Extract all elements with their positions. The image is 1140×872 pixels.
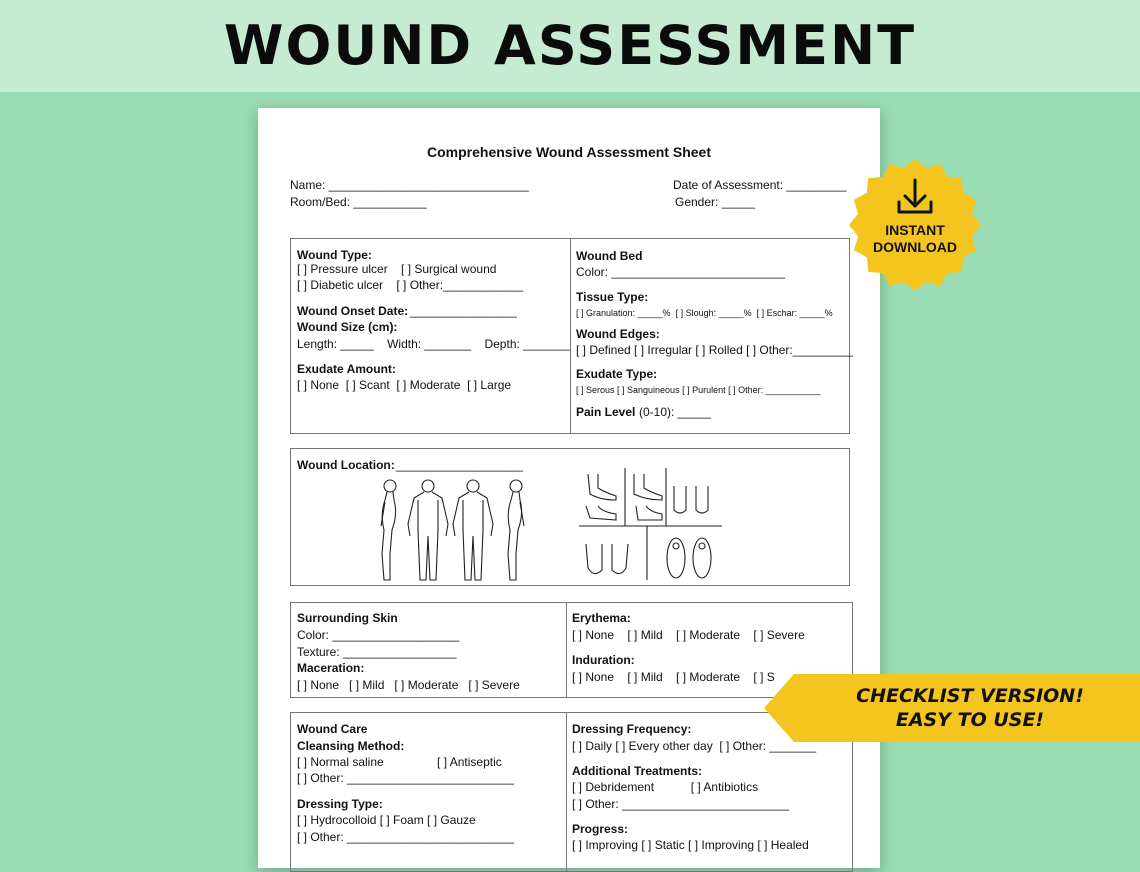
gender-field[interactable]: Gender: _____ [675,195,756,209]
assessment-sheet [258,108,880,868]
tissue-type-options[interactable]: [ ] Granulation: _____% [ ] Slough: _____% [ ] Eschar: _____% [576,308,833,318]
additional-treatments-label: Additional Treatments: [572,764,703,778]
erythema-options[interactable]: [ ] None [ ] Mild [ ] Moderate [ ] Severe [572,628,805,642]
maceration-label: Maceration: [297,661,365,675]
induration-label: Induration: [572,653,635,667]
feet-diagram[interactable] [576,466,726,584]
pain-level-field[interactable]: (0-10): _____ [639,405,712,419]
cleansing-method-label: Cleansing Method: [297,739,405,753]
wound-type-options-1[interactable]: [ ] Pressure ulcer [ ] Surgical wound [297,262,497,276]
pain-level-label: Pain Level [576,405,636,419]
exudate-amount-label: Exudate Amount: [297,362,396,376]
induration-options[interactable]: [ ] None [ ] Mild [ ] Moderate [ ] S [572,670,775,684]
foot-side-views [586,474,662,520]
wound-size-fields[interactable]: Length: _____ Width: _______ Depth: _______ [297,337,570,351]
exudate-type-options[interactable]: [ ] Serous [ ] Sanguineous [ ] Purulent [ ] Other: ___________ [576,385,821,395]
dressing-type-label: Dressing Type: [297,797,383,811]
section-divider [570,238,571,434]
body-side-view-right [508,480,524,580]
foot-front-views [586,544,628,574]
ribbon-text [800,684,1140,732]
progress-options[interactable]: [ ] Improving [ ] Static [ ] Improving [ ] Healed [572,838,809,852]
wound-location-field[interactable]: ___________________ [396,458,523,472]
exudate-type-label: Exudate Type: [576,367,658,381]
name-field[interactable]: Name: ______________________________ [290,178,529,192]
maceration-options[interactable]: [ ] None [ ] Mild [ ] Moderate [ ] Severe [297,678,520,692]
body-front-view [408,480,448,580]
dressing-other-field[interactable]: [ ] Other: _________________________ [297,830,514,844]
wound-type-label: Wound Type: [297,248,372,262]
progress-label: Progress: [572,822,629,836]
additional-treatments-options[interactable]: [ ] Debridement [ ] Antibiotics [572,780,759,794]
body-diagram[interactable] [368,474,538,584]
badge-text [848,222,982,256]
dressing-frequency-options[interactable]: [ ] Daily [ ] Every other day [ ] Other: _______ [572,739,817,753]
wound-bed-label: Wound Bed [576,249,643,263]
top-banner [0,0,1140,92]
cleansing-method-options[interactable]: [ ] Normal saline [ ] Antiseptic [297,755,502,769]
foot-sole-views [667,538,711,578]
onset-date-field[interactable]: ________________ [410,304,517,318]
wound-type-options-2[interactable]: [ ] Diabetic ulcer [ ] Other:____________ [297,278,524,292]
sheet-title: Comprehensive Wound Assessment Sheet [427,144,711,160]
body-back-view [453,480,493,580]
wound-care-label: Wound Care [297,722,368,736]
skin-color-field[interactable]: Color: ___________________ [297,628,460,642]
wound-size-label: Wound Size (cm): [297,320,398,334]
ribbon-line-2: EASY TO USE! [895,709,1045,731]
section-divider [566,602,567,698]
cleansing-other-field[interactable]: [ ] Other: _________________________ [297,771,514,785]
badge-line-1: INSTANT [885,222,945,238]
wound-location-label: Wound Location: [297,458,395,472]
dressing-frequency-label: Dressing Frequency: [572,722,692,736]
exudate-amount-options[interactable]: [ ] None [ ] Scant [ ] Moderate [ ] Large [297,378,512,392]
date-field[interactable]: Date of Assessment: _________ [673,178,847,192]
wound-edges-options[interactable]: [ ] Defined [ ] Irregular [ ] Rolled [ ] Other:_________ [576,343,853,357]
additional-treatments-other[interactable]: [ ] Other: _________________________ [572,797,789,811]
dressing-type-options[interactable]: [ ] Hydrocolloid [ ] Foam [ ] Gauze [297,813,476,827]
body-side-view-left [381,480,396,580]
room-bed-field[interactable]: Room/Bed: ___________ [290,195,427,209]
banner-title: WOUND ASSESSMENT [223,14,917,77]
onset-date-label: Wound Onset Date: [297,304,409,318]
badge-line-2: DOWNLOAD [873,239,957,255]
ribbon-line-1: CHECKLIST VERSION! [856,685,1084,707]
wound-bed-color-field[interactable]: Color: __________________________ [576,265,785,279]
section-divider [566,712,567,872]
skin-texture-field[interactable]: Texture: _________________ [297,645,457,659]
foot-back-views [674,486,708,513]
erythema-label: Erythema: [572,611,631,625]
surrounding-skin-label: Surrounding Skin [297,611,398,625]
wound-edges-label: Wound Edges: [576,327,660,341]
tissue-type-label: Tissue Type: [576,290,649,304]
